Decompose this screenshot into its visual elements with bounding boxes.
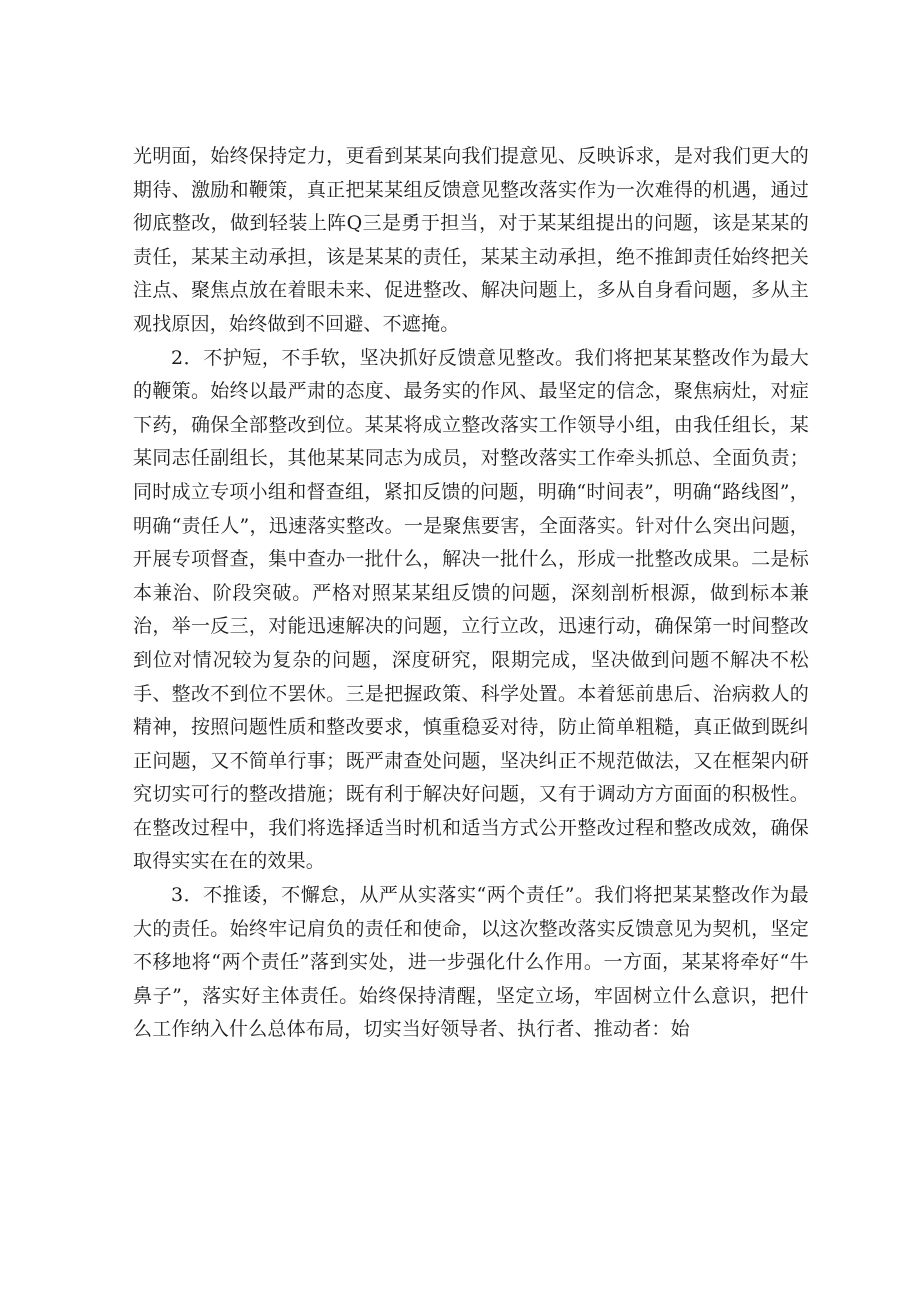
- paragraph-item-3: 3．不推诿，不懈怠，从严从实落实“两个责任”。我们将把某某整改作为最大的责任。始终牢记肩负的责任和使命，以这次整改落实反馈意见为契机，坚定不移地将“两个责任”落到实处，进一步强化什么作用。一方面，某某将牵好“牛鼻子”，落实好主体责任。始终保持清醒，坚定立场，牢固树立什么意识，把什么工作纳入什么总体布局，切实当好领导者、执行者、推动者：始: [133, 884, 809, 1041]
- paragraph-continuation: 光明面，始终保持定力，更看到某某向我们提意见、反映诉求，是对我们更大的期待、激励和鞭策，真正把某某组反馈意见整改落实作为一次难得的机遇，通过彻底整改，做到轻装上阵Q三是勇于担当，对于某某组提出的问题，该是某某的责任，某某主动承担，该是某某的责任，某某主动承担，绝不推卸责任始终把关注点、聚焦点放在着眼未来、促进整改、解决问题上，多从自身看问题，多从主观找原因，始终做到不回避、不遮掩。: [133, 145, 809, 335]
- paragraph-item-2: 2．不护短，不手软，坚决抓好反馈意见整改。我们将把某某整改作为最大的鞭策。始终以最严肃的态度、最务实的作风、最坚定的信念，聚焦病灶，对症下药，确保全部整改到位。某某将成立整改落实工作领导小组，由我任组长，某某同志任副组长，其他某某同志为成员，对整改落实工作牵头抓总、全面负责；同时成立专项小组和督查组，紧扣反馈的问题，明确“时间表”，明确“路线图”，明确“责任人”，迅速落实整改。一是聚焦要害，全面落实。针对什么突出问题，开展专项督查，集中查办一批什么，解决一批什么，形成一批整改成果。二是标本兼治、阶段突破。严格对照某某组反馈的问题，深刻剖析根源，做到标本兼治，举一反三，对能迅速解决的问题，立行立改，迅速行动，确保第一时间整改到位对情况较为复杂的问题，深度研究，限期完成，坚决做到问题不解决不松手、整改不到位不罢休。三是把握政策、科学处置。本着惩前患后、治病救人的精神，按照问题性质和整改要求，慎重稳妥对待，防止简单粗糙，真正做到既纠正问题，又不简单行事；既严肃查处问题，坚决纠正不规范做法，又在框架内研究切实可行的整改措施；既有利于解决好问题，又有于调动方方面面的积极性。在整改过程中，我们将选择适当时机和适当方式公开整改过程和整改成效，确保取得实实在在的效果。: [133, 346, 809, 873]
- document-body: [133, 140, 809, 1047]
